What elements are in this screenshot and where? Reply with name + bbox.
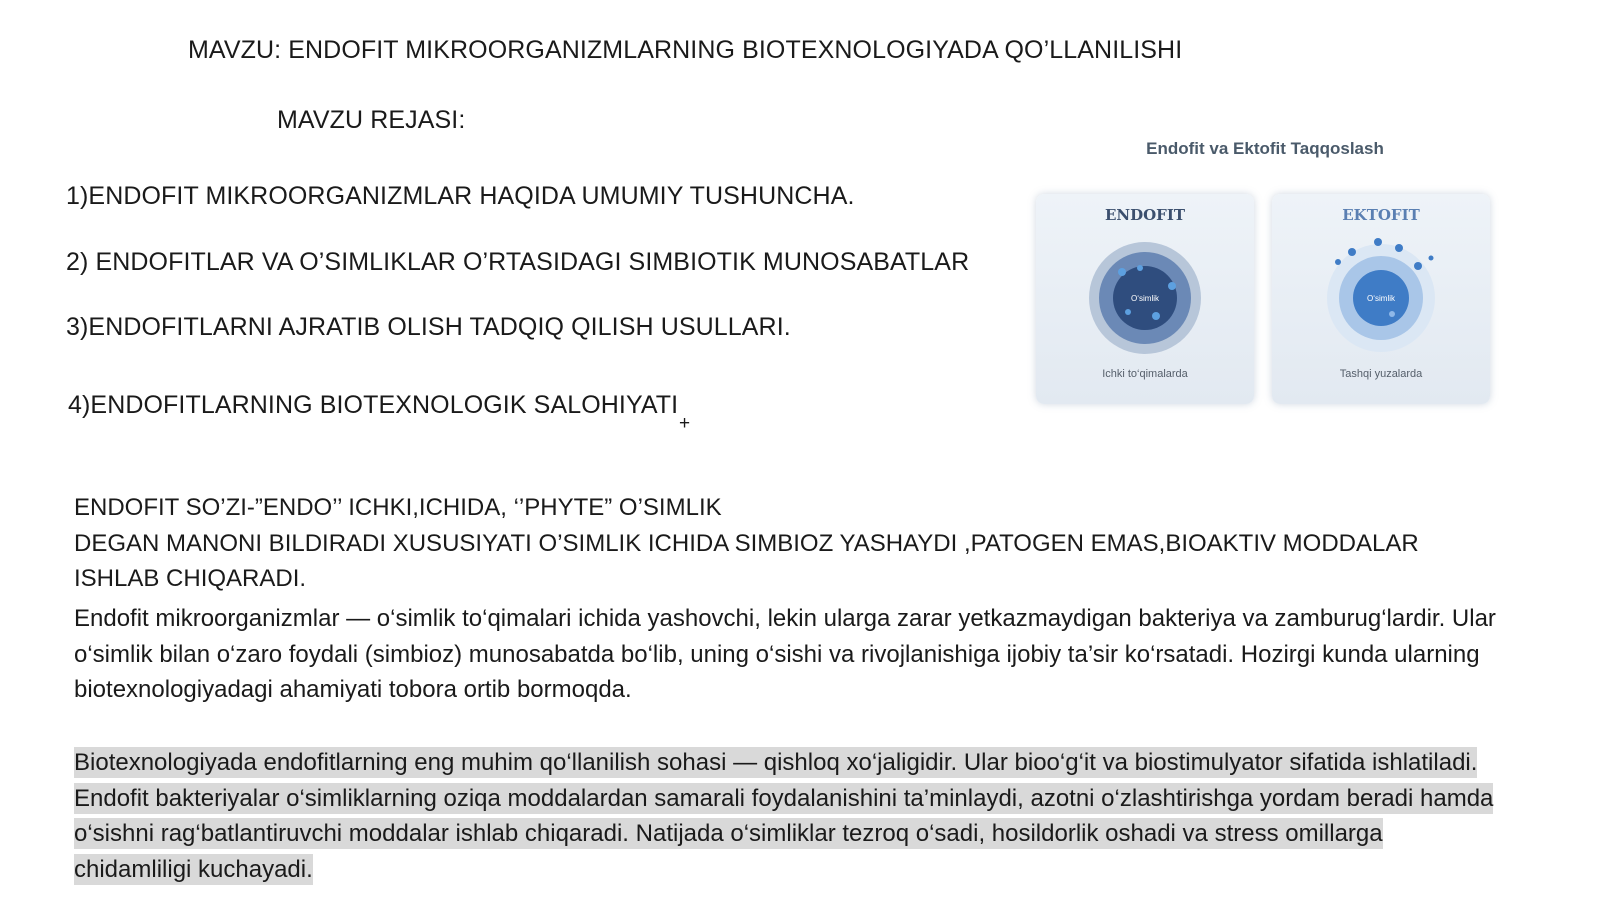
microbe-dot	[1389, 311, 1395, 317]
panel-caption: Tashqi yuzalarda	[1339, 368, 1423, 380]
endofit-panel	[1036, 194, 1254, 404]
microbe-dot	[1168, 282, 1176, 290]
microbe-dot	[1137, 265, 1143, 271]
comparison-figure	[1030, 136, 1500, 416]
plant-label: O‘simlik	[1131, 294, 1159, 303]
microbe-dot	[1395, 244, 1403, 252]
definition-block	[74, 490, 1574, 597]
microbe-dot	[1374, 238, 1382, 246]
plan-item: 2) ENDOFITLAR VA O’SIMLIKLAR O’RTASIDAGI SIMBIOTIK MUNOSABATLAR	[66, 248, 970, 276]
plan-item: 3)ENDOFITLARNI AJRATIB OLISH TADQIQ QILISH USULLARI.	[66, 313, 791, 341]
microbe-dot	[1152, 312, 1160, 320]
ektofit-panel	[1272, 194, 1490, 404]
microbe-dot	[1125, 309, 1131, 315]
plan-item: 4)ENDOFITLARNING BIOTEXNOLOGIK SALOHIYATI	[68, 391, 679, 419]
highlight-paragraph	[74, 745, 1494, 887]
plan-item: 1)ENDOFIT MIKROORGANIZMLAR HAQIDA UMUMIY TUSHUNCHA.	[66, 182, 855, 210]
plant-label: O‘simlik	[1367, 294, 1395, 303]
highlighted-text: Biotexnologiyada endofitlarning eng muhim qo‘llanilish sohasi — qishloq xo‘jaligidir. Ular bioo‘g‘it va biostimulyator sifatida ishlatiladi. Endofit bakteriyalar o‘simliklarning oziqa moddalardan samarali foydalanishini ta’minlaydi, azotni o‘zlashtirishga yordam beradi hamda o‘sishni rag‘batlantiruvchi moddalar ishlab chiqaradi. Natijada o‘simliklar tezroq o‘sadi, hosildorlik oshadi va stress omillarga chidamliligi kuchayadi.	[74, 749, 1494, 883]
microbe-dot	[1348, 248, 1356, 256]
microbe-dot	[1414, 262, 1422, 270]
definition-line: DEGAN MANONI BILDIRADI XUSUSIYATI O’SIMLIK ICHIDA SIMBIOZ YASHAYDI ,PATOGEN EMAS,BIOAKTIV MODDALAR ISHLAB CHIQARADI.	[74, 529, 1419, 592]
description-paragraph: Endofit mikroorganizmlar — o‘simlik to‘qimalari ichida yashovchi, lekin ularga zarar yetkazmaydigan bakteriya va zamburug‘lardir. Ular o‘simlik bilan o‘zaro foydali (simbioz) munosabatda bo‘lib, uning o‘sishi va rivojlanishiga ijobiy ta’sir ko‘rsatadi. Hozirgi kunda ularning biotexnologiyadagi ahamiyati tobora ortib bormoqda.	[74, 605, 1496, 703]
panel-caption: Ichki to‘qimalarda	[1102, 368, 1188, 380]
figure-title: Endofit va Ektofit Taqqoslash	[1146, 139, 1384, 158]
microbe-dot	[1118, 268, 1126, 276]
microbe-dot	[1429, 256, 1434, 261]
definition-line: ENDOFIT SO’ZI-”ENDO’’ ICHKI,ICHIDA, ‘’PHYTE” O’SIMLIK	[74, 494, 722, 521]
panel-heading: EKTOFIT	[1342, 206, 1420, 224]
plus-mark: +	[679, 413, 691, 434]
panel-heading: ENDOFIT	[1104, 206, 1186, 224]
plan-heading: MAVZU REJASI:	[277, 106, 466, 134]
microbe-dot	[1335, 259, 1341, 265]
page-title: MAVZU: ENDOFIT MIKROORGANIZMLARNING BIOTEXNOLOGIYADA QO’LLANILISHI	[188, 36, 1183, 64]
